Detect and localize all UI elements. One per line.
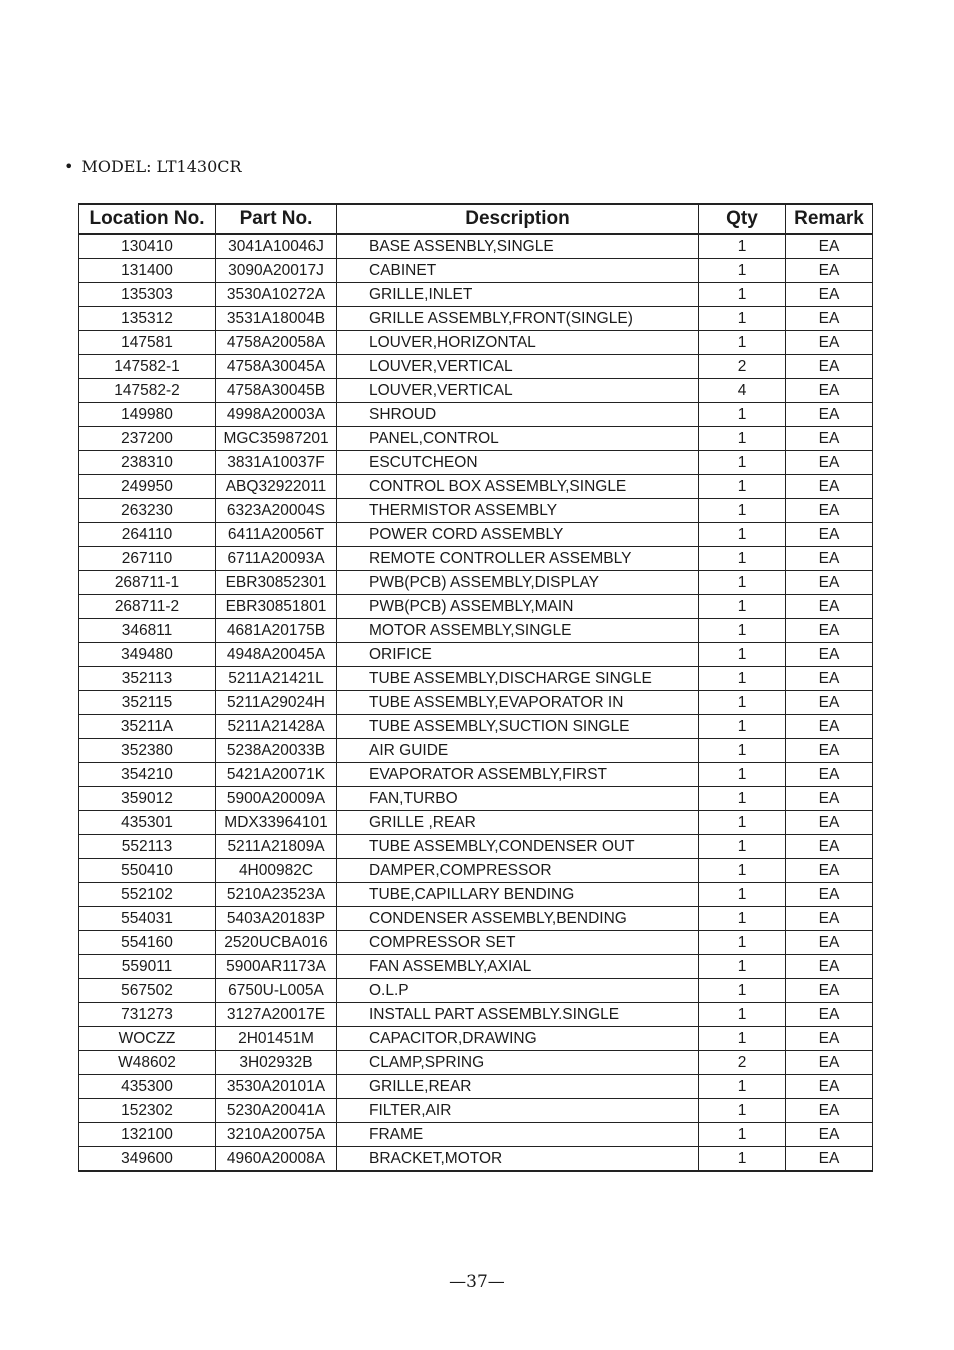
description-cell: MOTOR ASSEMBLY,SINGLE xyxy=(337,619,699,643)
location-no-cell: 132100 xyxy=(79,1123,216,1147)
description-cell: TUBE ASSEMBLY,CONDENSER OUT xyxy=(337,835,699,859)
location-no-cell: 267110 xyxy=(79,547,216,571)
location-no-cell: 268711-2 xyxy=(79,595,216,619)
location-no-cell: 238310 xyxy=(79,451,216,475)
location-no-cell: 552102 xyxy=(79,883,216,907)
description-cell: EVAPORATOR ASSEMBLY,FIRST xyxy=(337,763,699,787)
qty-cell: 1 xyxy=(699,1075,786,1099)
location-no-cell: 552113 xyxy=(79,835,216,859)
table-row xyxy=(79,379,873,403)
part-no-cell: 3H02932B xyxy=(216,1051,337,1075)
location-no-cell: 559011 xyxy=(79,955,216,979)
qty-cell: 1 xyxy=(699,523,786,547)
table-row xyxy=(79,691,873,715)
qty-cell: 1 xyxy=(699,595,786,619)
qty-cell: 1 xyxy=(699,1123,786,1147)
table-row xyxy=(79,763,873,787)
table-row xyxy=(79,955,873,979)
qty-cell: 1 xyxy=(699,715,786,739)
description-cell: LOUVER,VERTICAL xyxy=(337,379,699,403)
parts-table-body xyxy=(79,234,873,1171)
qty-cell: 1 xyxy=(699,307,786,331)
part-no-cell: 5238A20033B xyxy=(216,739,337,763)
description-cell: PANEL,CONTROL xyxy=(337,427,699,451)
table-row xyxy=(79,667,873,691)
location-no-cell: 152302 xyxy=(79,1099,216,1123)
description-cell: REMOTE CONTROLLER ASSEMBLY xyxy=(337,547,699,571)
parts-table xyxy=(78,203,873,1172)
description-cell: POWER CORD ASSEMBLY xyxy=(337,523,699,547)
table-row xyxy=(79,427,873,451)
part-no-cell: 5230A20041A xyxy=(216,1099,337,1123)
part-no-cell: 3531A18004B xyxy=(216,307,337,331)
qty-cell: 1 xyxy=(699,691,786,715)
qty-cell: 1 xyxy=(699,283,786,307)
remark-cell: EA xyxy=(786,283,873,307)
part-no-cell: 4H00982C xyxy=(216,859,337,883)
remark-cell: EA xyxy=(786,619,873,643)
location-no-cell: 149980 xyxy=(79,403,216,427)
description-cell: INSTALL PART ASSEMBLY.SINGLE xyxy=(337,1003,699,1027)
part-no-cell: 5211A21428A xyxy=(216,715,337,739)
qty-cell: 1 xyxy=(699,234,786,259)
description-cell: THERMISTOR ASSEMBLY xyxy=(337,499,699,523)
qty-cell: 1 xyxy=(699,1147,786,1172)
table-row xyxy=(79,907,873,931)
qty-cell: 1 xyxy=(699,979,786,1003)
qty-cell: 1 xyxy=(699,259,786,283)
part-no-cell: 3090A20017J xyxy=(216,259,337,283)
location-no-cell: 147581 xyxy=(79,331,216,355)
part-no-cell: 3530A20101A xyxy=(216,1075,337,1099)
location-no-cell: 249950 xyxy=(79,475,216,499)
table-row xyxy=(79,859,873,883)
table-row xyxy=(79,355,873,379)
header-remark: Remark xyxy=(786,204,873,234)
part-no-cell: 3041A10046J xyxy=(216,234,337,259)
location-no-cell: 554031 xyxy=(79,907,216,931)
table-row xyxy=(79,715,873,739)
remark-cell: EA xyxy=(786,667,873,691)
table-row xyxy=(79,1075,873,1099)
part-no-cell: 5211A21421L xyxy=(216,667,337,691)
description-cell: GRILLE,REAR xyxy=(337,1075,699,1099)
part-no-cell: 5900AR1173A xyxy=(216,955,337,979)
table-row xyxy=(79,883,873,907)
description-cell: CABINET xyxy=(337,259,699,283)
remark-cell: EA xyxy=(786,403,873,427)
table-header-row xyxy=(79,204,873,234)
location-no-cell: 130410 xyxy=(79,234,216,259)
part-no-cell: 4948A20045A xyxy=(216,643,337,667)
description-cell: GRILLE ,REAR xyxy=(337,811,699,835)
table-row xyxy=(79,475,873,499)
location-no-cell: 349480 xyxy=(79,643,216,667)
remark-cell: EA xyxy=(786,1099,873,1123)
remark-cell: EA xyxy=(786,307,873,331)
description-cell: BRACKET,MOTOR xyxy=(337,1147,699,1172)
remark-cell: EA xyxy=(786,427,873,451)
part-no-cell: 6323A20004S xyxy=(216,499,337,523)
remark-cell: EA xyxy=(786,451,873,475)
part-no-cell: MGC35987201 xyxy=(216,427,337,451)
remark-cell: EA xyxy=(786,1123,873,1147)
remark-cell: EA xyxy=(786,763,873,787)
part-no-cell: ABQ32922011 xyxy=(216,475,337,499)
location-no-cell: 567502 xyxy=(79,979,216,1003)
remark-cell: EA xyxy=(786,475,873,499)
remark-cell: EA xyxy=(786,234,873,259)
part-no-cell: 3530A10272A xyxy=(216,283,337,307)
description-cell: FAN,TURBO xyxy=(337,787,699,811)
description-cell: PWB(PCB) ASSEMBLY,MAIN xyxy=(337,595,699,619)
qty-cell: 1 xyxy=(699,667,786,691)
table-row xyxy=(79,739,873,763)
qty-cell: 1 xyxy=(699,763,786,787)
remark-cell: EA xyxy=(786,955,873,979)
description-cell: FRAME xyxy=(337,1123,699,1147)
description-cell: FAN ASSEMBLY,AXIAL xyxy=(337,955,699,979)
model-line xyxy=(64,157,242,176)
remark-cell: EA xyxy=(786,331,873,355)
description-cell: CONTROL BOX ASSEMBLY,SINGLE xyxy=(337,475,699,499)
header-part-no: Part No. xyxy=(216,204,337,234)
location-no-cell: 731273 xyxy=(79,1003,216,1027)
part-no-cell: 5403A20183P xyxy=(216,907,337,931)
remark-cell: EA xyxy=(786,883,873,907)
qty-cell: 1 xyxy=(699,619,786,643)
remark-cell: EA xyxy=(786,691,873,715)
qty-cell: 1 xyxy=(699,907,786,931)
remark-cell: EA xyxy=(786,643,873,667)
part-no-cell: 5421A20071K xyxy=(216,763,337,787)
description-cell: ORIFICE xyxy=(337,643,699,667)
qty-cell: 1 xyxy=(699,883,786,907)
table-row xyxy=(79,234,873,259)
remark-cell: EA xyxy=(786,355,873,379)
description-cell: LOUVER,HORIZONTAL xyxy=(337,331,699,355)
description-cell: DAMPER,COMPRESSOR xyxy=(337,859,699,883)
table-row xyxy=(79,931,873,955)
remark-cell: EA xyxy=(786,1027,873,1051)
description-cell: SHROUD xyxy=(337,403,699,427)
table-row xyxy=(79,1123,873,1147)
qty-cell: 1 xyxy=(699,403,786,427)
location-no-cell: 435301 xyxy=(79,811,216,835)
location-no-cell: 135303 xyxy=(79,283,216,307)
location-no-cell: 359012 xyxy=(79,787,216,811)
remark-cell: EA xyxy=(786,931,873,955)
part-no-cell: MDX33964101 xyxy=(216,811,337,835)
remark-cell: EA xyxy=(786,571,873,595)
table-row xyxy=(79,595,873,619)
location-no-cell: 352115 xyxy=(79,691,216,715)
description-cell: TUBE ASSEMBLY,DISCHARGE SINGLE xyxy=(337,667,699,691)
qty-cell: 1 xyxy=(699,451,786,475)
location-no-cell: 268711-1 xyxy=(79,571,216,595)
remark-cell: EA xyxy=(786,715,873,739)
remark-cell: EA xyxy=(786,979,873,1003)
page-number: —37— xyxy=(449,1272,505,1292)
qty-cell: 1 xyxy=(699,1099,786,1123)
remark-cell: EA xyxy=(786,787,873,811)
location-no-cell: 263230 xyxy=(79,499,216,523)
location-no-cell: 237200 xyxy=(79,427,216,451)
remark-cell: EA xyxy=(786,595,873,619)
remark-cell: EA xyxy=(786,811,873,835)
table-row xyxy=(79,1051,873,1075)
part-no-cell: 4681A20175B xyxy=(216,619,337,643)
part-no-cell: 5210A23523A xyxy=(216,883,337,907)
qty-cell: 1 xyxy=(699,859,786,883)
table-row xyxy=(79,1099,873,1123)
part-no-cell: 2520UCBA016 xyxy=(216,931,337,955)
remark-cell: EA xyxy=(786,859,873,883)
remark-cell: EA xyxy=(786,1051,873,1075)
description-cell: TUBE ASSEMBLY,EVAPORATOR IN xyxy=(337,691,699,715)
table-row xyxy=(79,1027,873,1051)
table-row xyxy=(79,499,873,523)
part-no-cell: 5211A21809A xyxy=(216,835,337,859)
remark-cell: EA xyxy=(786,259,873,283)
description-cell: COMPRESSOR SET xyxy=(337,931,699,955)
part-no-cell: 5900A20009A xyxy=(216,787,337,811)
location-no-cell: 35211A xyxy=(79,715,216,739)
location-no-cell: 346811 xyxy=(79,619,216,643)
qty-cell: 1 xyxy=(699,1003,786,1027)
description-cell: CONDENSER ASSEMBLY,BENDING xyxy=(337,907,699,931)
description-cell: CAPACITOR,DRAWING xyxy=(337,1027,699,1051)
table-row xyxy=(79,619,873,643)
remark-cell: EA xyxy=(786,739,873,763)
table-row xyxy=(79,403,873,427)
location-no-cell: WOCZZ xyxy=(79,1027,216,1051)
part-no-cell: 4758A20058A xyxy=(216,331,337,355)
model-name: MODEL: LT1430CR xyxy=(81,157,242,176)
qty-cell: 1 xyxy=(699,811,786,835)
qty-cell: 1 xyxy=(699,499,786,523)
location-no-cell: 550410 xyxy=(79,859,216,883)
table-row xyxy=(79,1147,873,1172)
part-no-cell: 2H01451M xyxy=(216,1027,337,1051)
part-no-cell: 6411A20056T xyxy=(216,523,337,547)
remark-cell: EA xyxy=(786,835,873,859)
part-no-cell: EBR30852301 xyxy=(216,571,337,595)
description-cell: O.L.P xyxy=(337,979,699,1003)
part-no-cell: 6711A20093A xyxy=(216,547,337,571)
part-no-cell: 3210A20075A xyxy=(216,1123,337,1147)
part-no-cell: 4960A20008A xyxy=(216,1147,337,1172)
description-cell: BASE ASSENBLY,SINGLE xyxy=(337,234,699,259)
remark-cell: EA xyxy=(786,523,873,547)
description-cell: PWB(PCB) ASSEMBLY,DISPLAY xyxy=(337,571,699,595)
description-cell: ESCUTCHEON xyxy=(337,451,699,475)
description-cell: GRILLE ASSEMBLY,FRONT(SINGLE) xyxy=(337,307,699,331)
qty-cell: 1 xyxy=(699,835,786,859)
description-cell: TUBE ASSEMBLY,SUCTION SINGLE xyxy=(337,715,699,739)
qty-cell: 1 xyxy=(699,427,786,451)
location-no-cell: 435300 xyxy=(79,1075,216,1099)
qty-cell: 1 xyxy=(699,739,786,763)
part-no-cell: 3831A10037F xyxy=(216,451,337,475)
qty-cell: 2 xyxy=(699,355,786,379)
description-cell: CLAMP,SPRING xyxy=(337,1051,699,1075)
location-no-cell: W48602 xyxy=(79,1051,216,1075)
location-no-cell: 352113 xyxy=(79,667,216,691)
part-no-cell: 5211A29024H xyxy=(216,691,337,715)
table-row xyxy=(79,571,873,595)
location-no-cell: 135312 xyxy=(79,307,216,331)
table-row xyxy=(79,811,873,835)
location-no-cell: 264110 xyxy=(79,523,216,547)
table-row xyxy=(79,331,873,355)
remark-cell: EA xyxy=(786,907,873,931)
table-row xyxy=(79,451,873,475)
qty-cell: 1 xyxy=(699,1027,786,1051)
table-row xyxy=(79,787,873,811)
location-no-cell: 352380 xyxy=(79,739,216,763)
table-row xyxy=(79,283,873,307)
qty-cell: 1 xyxy=(699,787,786,811)
location-no-cell: 554160 xyxy=(79,931,216,955)
qty-cell: 1 xyxy=(699,571,786,595)
part-no-cell: 4758A30045B xyxy=(216,379,337,403)
part-no-cell: 4758A30045A xyxy=(216,355,337,379)
header-qty: Qty xyxy=(699,204,786,234)
description-cell: GRILLE,INLET xyxy=(337,283,699,307)
qty-cell: 1 xyxy=(699,643,786,667)
qty-cell: 1 xyxy=(699,475,786,499)
location-no-cell: 349600 xyxy=(79,1147,216,1172)
qty-cell: 2 xyxy=(699,1051,786,1075)
location-no-cell: 131400 xyxy=(79,259,216,283)
part-no-cell: 4998A20003A xyxy=(216,403,337,427)
table-row xyxy=(79,547,873,571)
description-cell: LOUVER,VERTICAL xyxy=(337,355,699,379)
table-row xyxy=(79,307,873,331)
description-cell: TUBE,CAPILLARY BENDING xyxy=(337,883,699,907)
bullet: • xyxy=(64,157,74,176)
location-no-cell: 147582-2 xyxy=(79,379,216,403)
table-row xyxy=(79,643,873,667)
location-no-cell: 354210 xyxy=(79,763,216,787)
header-description: Description xyxy=(337,204,699,234)
description-cell: AIR GUIDE xyxy=(337,739,699,763)
remark-cell: EA xyxy=(786,379,873,403)
table-row xyxy=(79,1003,873,1027)
table-row xyxy=(79,835,873,859)
part-no-cell: EBR30851801 xyxy=(216,595,337,619)
table-row xyxy=(79,523,873,547)
table-row xyxy=(79,979,873,1003)
remark-cell: EA xyxy=(786,1003,873,1027)
qty-cell: 1 xyxy=(699,547,786,571)
qty-cell: 4 xyxy=(699,379,786,403)
remark-cell: EA xyxy=(786,1075,873,1099)
part-no-cell: 3127A20017E xyxy=(216,1003,337,1027)
description-cell: FILTER,AIR xyxy=(337,1099,699,1123)
remark-cell: EA xyxy=(786,1147,873,1172)
qty-cell: 1 xyxy=(699,931,786,955)
remark-cell: EA xyxy=(786,547,873,571)
qty-cell: 1 xyxy=(699,331,786,355)
qty-cell: 1 xyxy=(699,955,786,979)
location-no-cell: 147582-1 xyxy=(79,355,216,379)
part-no-cell: 6750U-L005A xyxy=(216,979,337,1003)
table-row xyxy=(79,259,873,283)
remark-cell: EA xyxy=(786,499,873,523)
header-location-no: Location No. xyxy=(79,204,216,234)
